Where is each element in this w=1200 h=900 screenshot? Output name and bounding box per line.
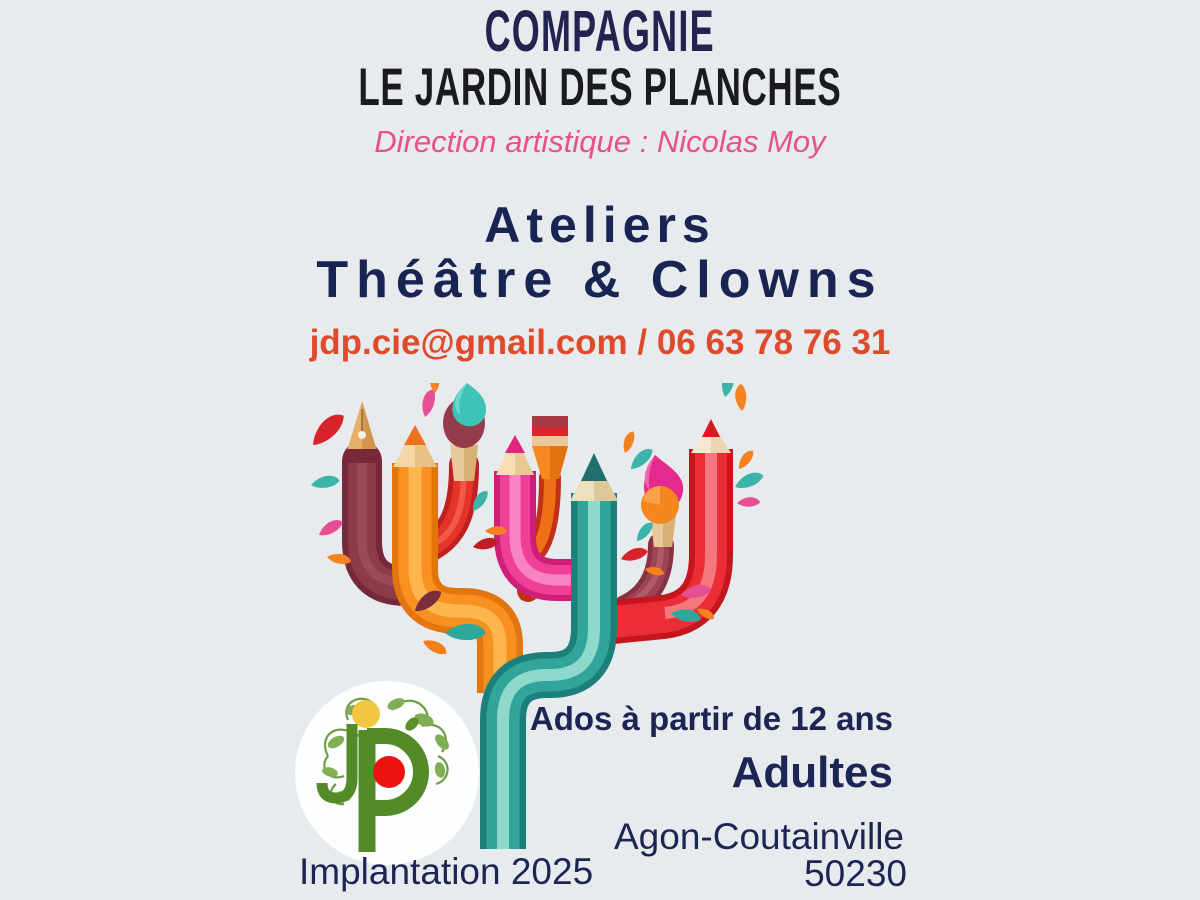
implantation-note: Implantation 2025	[299, 851, 594, 892]
logo-sun	[352, 700, 380, 728]
logo-red-dot	[373, 756, 405, 788]
workshop-title-line2: Théâtre & Clowns	[316, 251, 884, 309]
location-postal-code: 50230	[804, 853, 907, 894]
audience-adults: Adultes	[731, 748, 893, 797]
workshop-title-line1: Ateliers	[484, 197, 716, 253]
pencil-lead	[702, 419, 720, 437]
pencil-lead	[404, 425, 426, 445]
jdp-logo	[292, 680, 482, 870]
artistic-direction: Direction artistique : Nicolas Moy	[374, 124, 826, 159]
audience-teens: Ados à partir de 12 ans	[529, 700, 893, 737]
location-city: Agon-Coutainville	[613, 816, 904, 857]
flat-brush-paint	[532, 416, 568, 428]
company-name	[0, 60, 1200, 116]
flat-brush-ferrule	[532, 436, 568, 446]
pencil-lead	[505, 435, 525, 453]
company-name-text: LE JARDIN DES PLANCHES	[358, 58, 842, 117]
orange-pencil-branch	[393, 425, 500, 693]
company-label-text: COMPAGNIE	[484, 0, 716, 64]
pencil-lead	[581, 453, 607, 481]
company-label	[0, 2, 1200, 63]
contact-line: jdp.cie@gmail.com / 06 63 78 76 31	[309, 323, 891, 362]
